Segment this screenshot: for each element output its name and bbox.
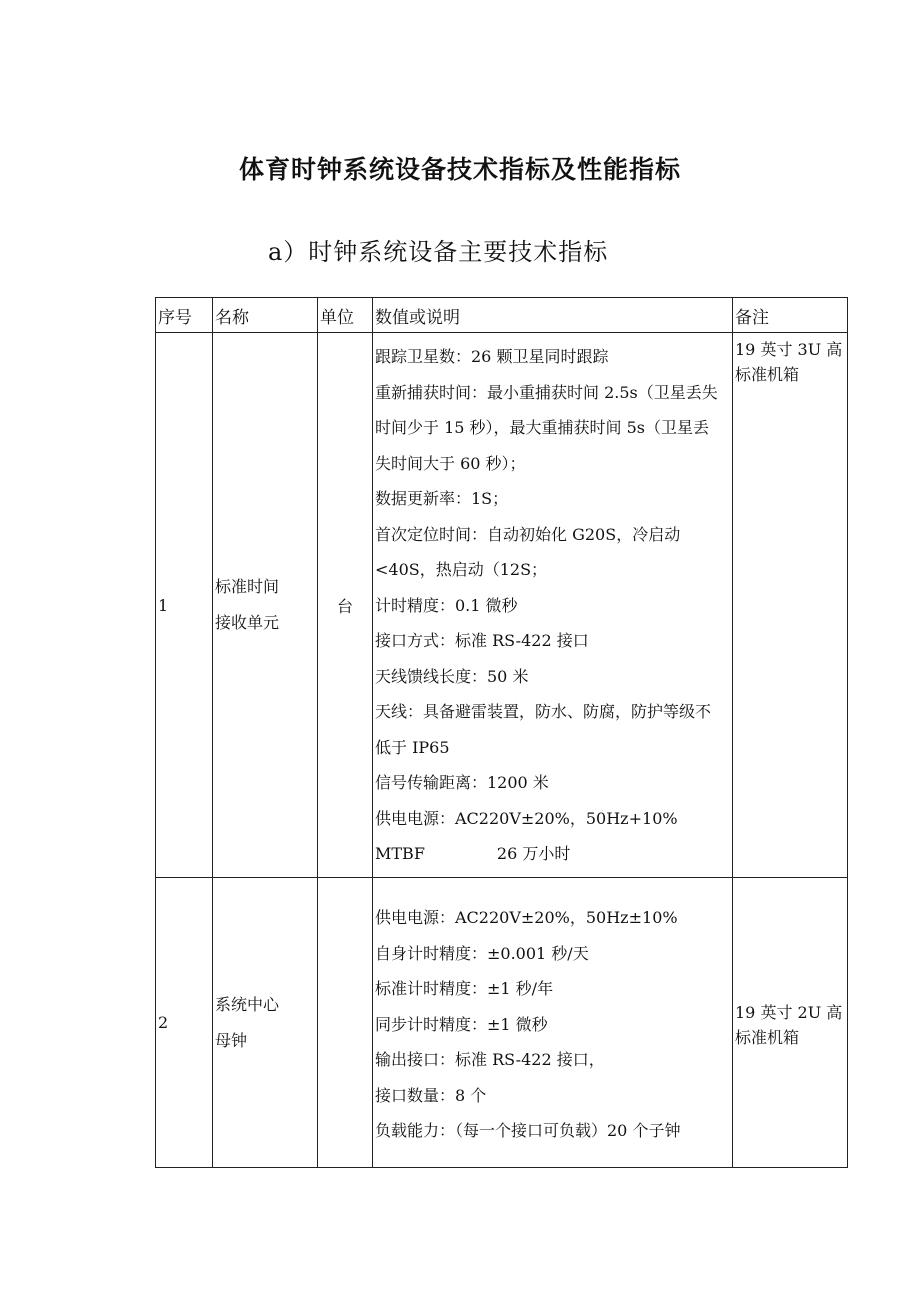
row-unit: [318, 878, 373, 1168]
spec-list: [375, 878, 730, 1153]
mtbf-label: MTBF: [375, 844, 425, 863]
remark-text: [735, 333, 845, 387]
spec-line: 供电电源：AC220V±20%，50Hz±10%: [375, 908, 678, 927]
spec-line: 时间少于 15 秒），最大重捕获时间 5s（卫星丢: [375, 418, 710, 437]
remark-text: [735, 996, 845, 1050]
spec-line: 数据更新率：1S；: [375, 489, 509, 508]
spec-list: [375, 333, 730, 876]
table-row: [156, 878, 848, 1168]
row-specs: [373, 878, 733, 1168]
row-name-line: 母钟: [215, 1030, 248, 1050]
table-header: [156, 298, 848, 333]
spec-table: [155, 297, 848, 1168]
row-specs: [373, 333, 733, 878]
spec-line: 接口数量：8 个: [375, 1085, 487, 1105]
header-name: 名称: [213, 298, 318, 333]
remark-line: 19 英寸 3U 高: [735, 340, 843, 359]
spec-line: 标准计时精度：±1 秒/年: [375, 979, 554, 998]
table-row: [156, 333, 848, 878]
spec-line: 输出接口：标准 RS-422 接口，: [375, 1050, 605, 1069]
row-name-line: 接收单元: [215, 613, 280, 632]
row-remark: [733, 333, 848, 878]
remark-line: 标准机箱: [735, 1027, 800, 1047]
spec-line: 自身计时精度：±0.001 秒/天: [375, 943, 589, 963]
mtbf-value: 26 万小时: [496, 844, 571, 863]
spec-line: 低于 IP65: [375, 737, 450, 757]
remark-line: 标准机箱: [735, 365, 800, 384]
header-index: 序号: [156, 298, 213, 333]
spec-line: 重新捕获时间：最小重捕获时间 2.5s（卫星丢失: [375, 382, 718, 402]
remark-line: 19 英寸 2U 高: [735, 1002, 843, 1022]
header-remark: 备注: [733, 298, 848, 333]
spec-line: 计时精度：0.1 微秒: [375, 595, 518, 615]
spec-line: 同步计时精度：±1 微秒: [375, 1014, 548, 1034]
row-unit: 台: [318, 333, 373, 878]
spec-line: 跟踪卫星数：26 颗卫星同时跟踪: [375, 347, 609, 366]
document-title: 体育时钟系统设备技术指标及性能指标: [238, 155, 681, 184]
row-name-line: 系统中心: [215, 994, 280, 1014]
spec-line: 信号传输距离：1200 米: [375, 773, 549, 792]
table-body: [156, 333, 848, 1168]
row-name: [213, 878, 318, 1168]
spec-line: <40S，热启动（12S；: [375, 560, 548, 579]
row-index: 1: [156, 333, 213, 878]
row-name-line: 标准时间: [215, 577, 280, 596]
spec-line-mtbf: [375, 836, 730, 872]
row-index: 2: [156, 878, 213, 1168]
header-specs: 数值或说明: [373, 298, 733, 333]
spec-line: 供电电源：AC220V±20%，50Hz+10%: [375, 808, 678, 828]
spec-line: 首次定位时间：自动初始化 G20S，冷启动: [375, 524, 681, 544]
header-unit: 单位: [318, 298, 373, 333]
header-row: [156, 298, 848, 333]
spec-line: 接口方式：标准 RS-422 接口: [375, 631, 589, 650]
spec-line: 负载能力：（每一个接口可负载）20 个子钟: [375, 1121, 681, 1140]
row-remark: [733, 878, 848, 1168]
row-name: [213, 333, 318, 878]
spec-line: 失时间大于 60 秒）；: [375, 453, 526, 473]
section-title: a）时钟系统设备主要技术指标: [268, 238, 609, 266]
spec-line: 天线馈线长度：50 米: [375, 666, 529, 686]
spec-line: 天线：具备避雷装置，防水、防腐，防护等级不: [375, 702, 712, 721]
